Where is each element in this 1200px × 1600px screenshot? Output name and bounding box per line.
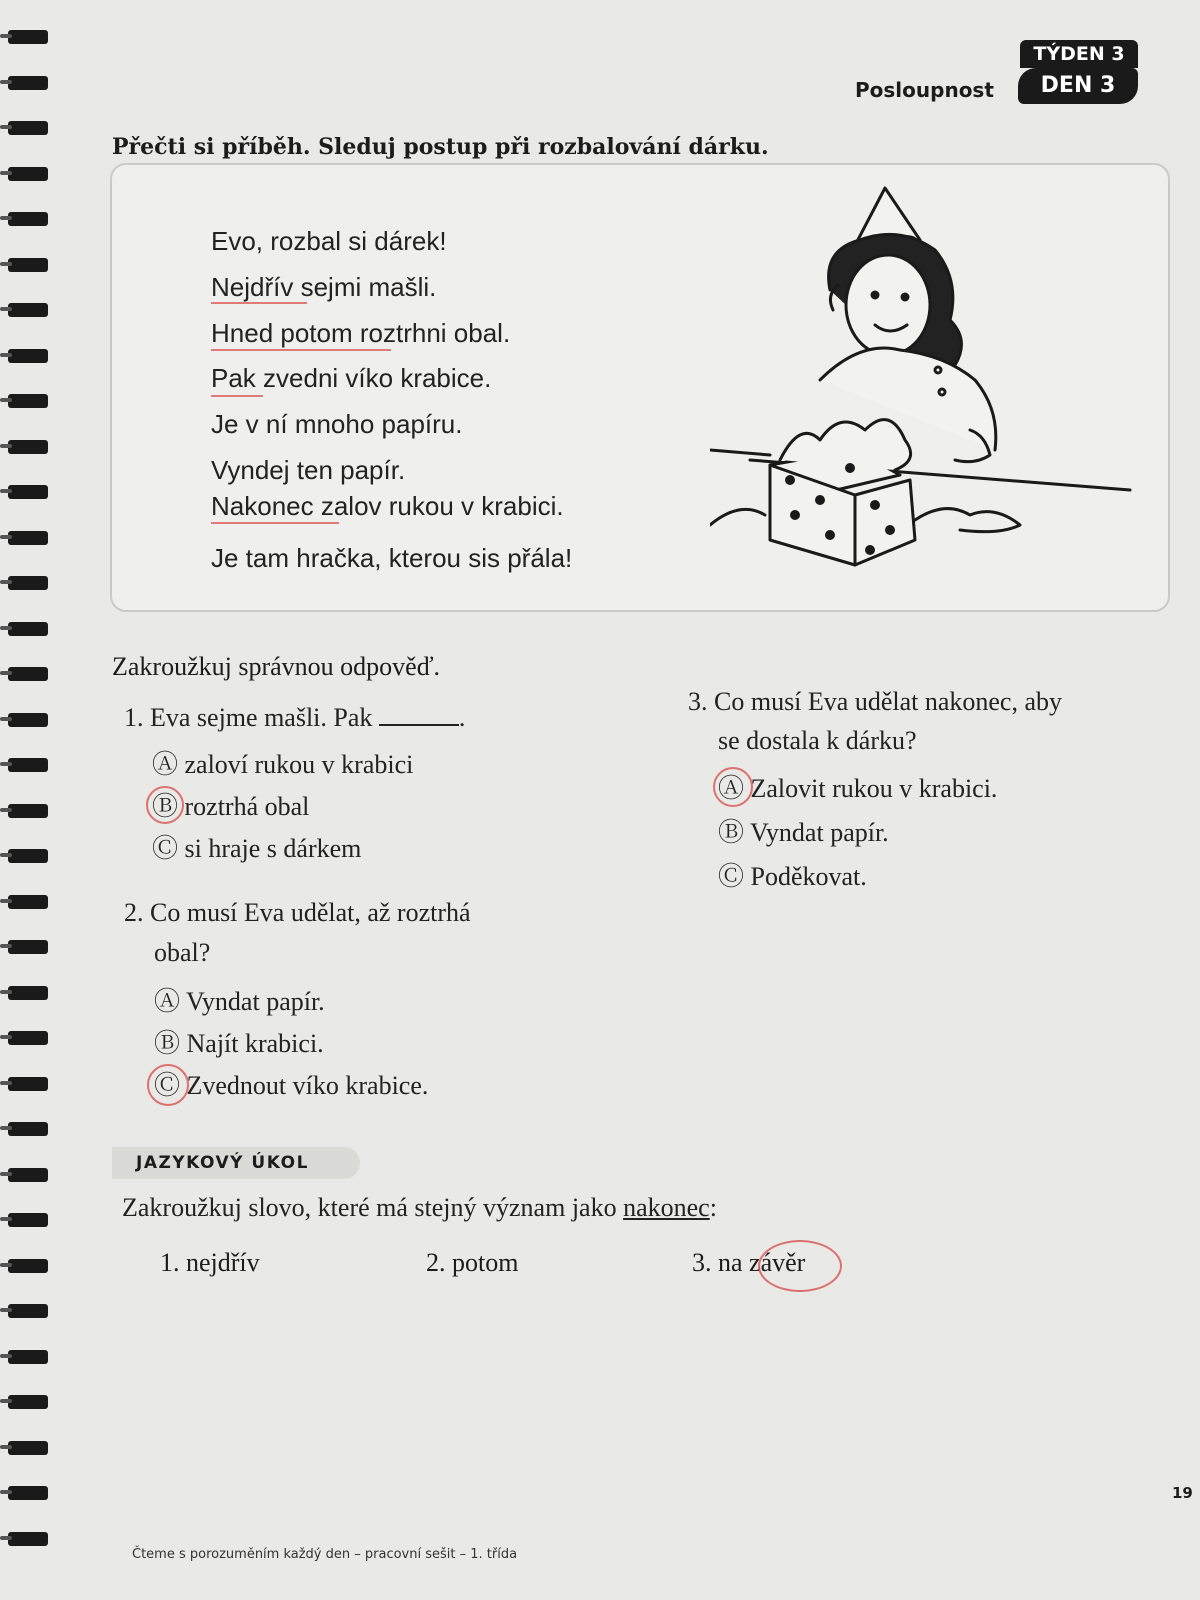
word-option-2[interactable]: 2. potom [426, 1248, 519, 1277]
story-line: Je tam hračka, kterou sis přála! [211, 543, 573, 573]
page-number: 19 [1172, 1484, 1193, 1502]
story-line: Nakonec zalov rukou v krabici. [211, 491, 564, 521]
q3-option-a[interactable]: Ⓐ Zalovit rukou v krabici. [718, 774, 998, 803]
q2-option-a[interactable]: Ⓐ Vyndat papír. [154, 987, 325, 1016]
question-3-line1: 3. Co musí Eva udělat nakonec, aby [688, 687, 1063, 716]
story-line: Je v ní mnoho papíru. [211, 409, 463, 439]
day-badge: DEN 3 [1018, 68, 1138, 104]
pen-circle-mark [713, 767, 753, 807]
question-1: 1. Eva sejme mašli. Pak . [124, 703, 466, 732]
q1-option-b[interactable]: Ⓑ roztrhá obal [152, 792, 310, 821]
q2-option-c[interactable]: Ⓒ Zvednout víko krabice. [154, 1071, 429, 1100]
pen-circle-mark [147, 1064, 189, 1106]
story-line: Nejdřív sejmi mašli. [211, 272, 437, 302]
q3-option-b[interactable]: Ⓑ Vyndat papír. [718, 818, 889, 847]
q1-option-a[interactable]: Ⓐ zaloví rukou v krabici [152, 750, 414, 779]
quiz-instruction: Zakroužkuj správnou odpověď. [112, 652, 441, 681]
pen-circle-mark [758, 1240, 842, 1292]
girl-with-gift-illustration [710, 180, 1140, 580]
language-task-instruction: Zakroužkuj slovo, které má stejný význam jako nakonec: [122, 1193, 717, 1222]
story-line: Hned potom roztrhni obal. [211, 318, 511, 348]
q2-option-b[interactable]: Ⓑ Najít krabici. [154, 1029, 324, 1058]
q1-option-c[interactable]: Ⓒ si hraje s dárkem [152, 834, 362, 863]
question-2-line1: 2. Co musí Eva udělat, až roztrhá [124, 898, 471, 927]
language-task-label: JAZYKOVÝ ÚKOL [112, 1147, 360, 1179]
answer-blank [379, 706, 459, 726]
week-badge: TÝDEN 3 [1020, 40, 1138, 68]
story-line: Evo, rozbal si dárek! [211, 226, 447, 256]
pen-underline [211, 395, 263, 397]
question-2-line2: obal? [154, 938, 211, 967]
pen-underline [211, 302, 307, 304]
footer-text: Čteme s porozuměním každý den – pracovní sešit – 1. třída [132, 1547, 518, 1562]
pen-underline [211, 522, 339, 524]
word-option-3[interactable]: 3. na závěr [692, 1248, 806, 1277]
reading-instruction: Přečti si příběh. Sleduj postup při rozbalování dárku. [112, 134, 769, 160]
topic-title: Posloupnost [855, 78, 994, 102]
q3-option-c[interactable]: Ⓒ Poděkovat. [718, 862, 867, 891]
question-3-line2: se dostala k dárku? [718, 726, 917, 755]
story-line: Vyndej ten papír. [211, 455, 406, 485]
word-option-1[interactable]: 1. nejdřív [160, 1248, 260, 1277]
pen-circle-mark [146, 786, 184, 824]
pen-underline [211, 349, 391, 351]
story-line: Pak zvedni víko krabice. [211, 363, 492, 393]
